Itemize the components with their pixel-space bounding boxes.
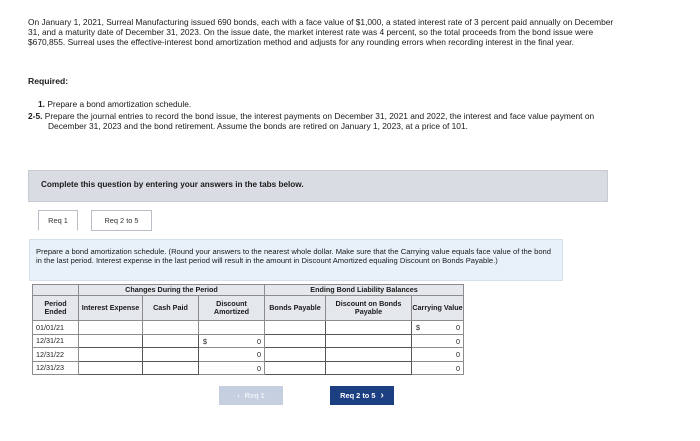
carrying-value: 0 [456,350,460,359]
col-bonds-payable: Bonds Payable [265,296,326,321]
header-changes-during-period: Changes During the Period [79,285,265,296]
col-discount-amortized: Discount Amortized [199,296,265,321]
chevron-left-icon: ‹ [237,391,240,400]
requirement-1 [38,99,598,109]
discount-amortized-cell [199,348,265,362]
table-row [33,361,464,375]
interest-expense-cell [79,321,143,335]
table-row [33,348,464,362]
bonds-payable-input[interactable] [265,361,326,375]
tab-label: Req 2 to 5 [104,216,139,225]
cash-paid-input[interactable] [143,334,199,348]
instruction-text: Complete this question by entering your answers in the tabs below. [41,180,304,189]
chevron-right-icon: › [380,390,384,401]
instruction-note [29,239,563,281]
note-text: Prepare a bond amortization schedule. (Round your answers to the nearest whole dollar. Make sure that the Carrying value equals face value of the bond in the last period. Interest expense in the last period will result in the amount in Discount Amortized equaling Discount on Bonds Payable.) [36,247,551,266]
requirement-number: 1. [38,99,45,109]
carrying-value-cell [412,361,464,375]
header-ending-balances: Ending Bond Liability Balances [265,285,464,296]
discount-amortized-value: 0 [257,350,261,359]
prev-req-button[interactable] [219,386,283,405]
table-row [33,321,464,335]
interest-expense-input[interactable] [79,334,143,348]
requirement-text: Prepare a bond amortization schedule. [47,99,192,109]
discount-amortized-cell [199,321,265,335]
discount-amortized-value: 0 [257,336,261,346]
period-cell: 12/31/22 [33,348,79,362]
tab-label: Req 1 [48,216,68,225]
requirement-number: 2-5. [28,111,43,121]
prev-button-label: Req 1 [244,391,265,400]
interest-expense-input[interactable] [79,361,143,375]
bonds-payable-input[interactable] [265,348,326,362]
cash-paid-input[interactable] [143,361,199,375]
discount-on-bonds-input[interactable] [326,321,412,335]
period-cell: 12/31/21 [33,334,79,348]
period-cell: 01/01/21 [33,321,79,335]
col-discount-on-bonds-payable: Discount on Bonds Payable [326,296,412,321]
next-button-label: Req 2 to 5 [340,391,376,400]
discount-on-bonds-input[interactable] [326,348,412,362]
discount-amortized-cell [199,334,265,348]
discount-amortized-value: 0 [257,363,261,373]
carrying-value-cell [412,348,464,362]
amortization-schedule-table [32,284,464,375]
required-heading: Required: [28,76,69,86]
col-carrying-value: Carrying Value [412,296,464,321]
period-cell: 12/31/23 [33,361,79,375]
instruction-bar [28,170,608,202]
tab-req-1[interactable] [38,210,78,231]
carrying-value-cell [412,321,464,335]
col-interest-expense: Interest Expense [79,296,143,321]
discount-on-bonds-input[interactable] [326,334,412,348]
bonds-payable-input[interactable] [265,321,326,335]
dollar-sign: $ [203,336,207,346]
col-period-ended: Period Ended [33,296,79,321]
cash-paid-cell [143,321,199,335]
problem-statement: On January 1, 2021, Surreal Manufacturing issued 690 bonds, each with a face value of $1,000, a stated interest rate of 3 percent paid annually on December 31, and a maturity date of December 31, 2023. On the issue date, the market interest rate was 4 percent, so the total proceeds from the bond issue were $670,855. Surreal uses the effective-interest bond amortization method and adjusts for any rounding errors when recording interest in the final year. [28,17,614,48]
tab-req-2-to-5[interactable] [91,210,152,231]
dollar-sign: $ [416,323,420,332]
table-row [33,334,464,348]
carrying-value: 0 [456,323,460,332]
carrying-value: 0 [456,336,460,346]
discount-on-bonds-input[interactable] [326,361,412,375]
carrying-value-cell [412,334,464,348]
discount-amortized-cell [199,361,265,375]
carrying-value: 0 [456,363,460,373]
requirement-text: Prepare the journal entries to record the bond issue, the interest payments on December 31, 2021 and 2022, the interest and face value payment on December 31, 2023 and the bond retirement. Assume the bonds are retired on January 1, 2023, at a price of 101. [44,111,595,131]
next-req-button[interactable] [330,386,394,405]
interest-expense-input[interactable] [79,348,143,362]
requirement-2-5 [28,111,620,131]
header-blank [33,285,79,296]
bonds-payable-input[interactable] [265,334,326,348]
cash-paid-input[interactable] [143,348,199,362]
col-cash-paid: Cash Paid [143,296,199,321]
